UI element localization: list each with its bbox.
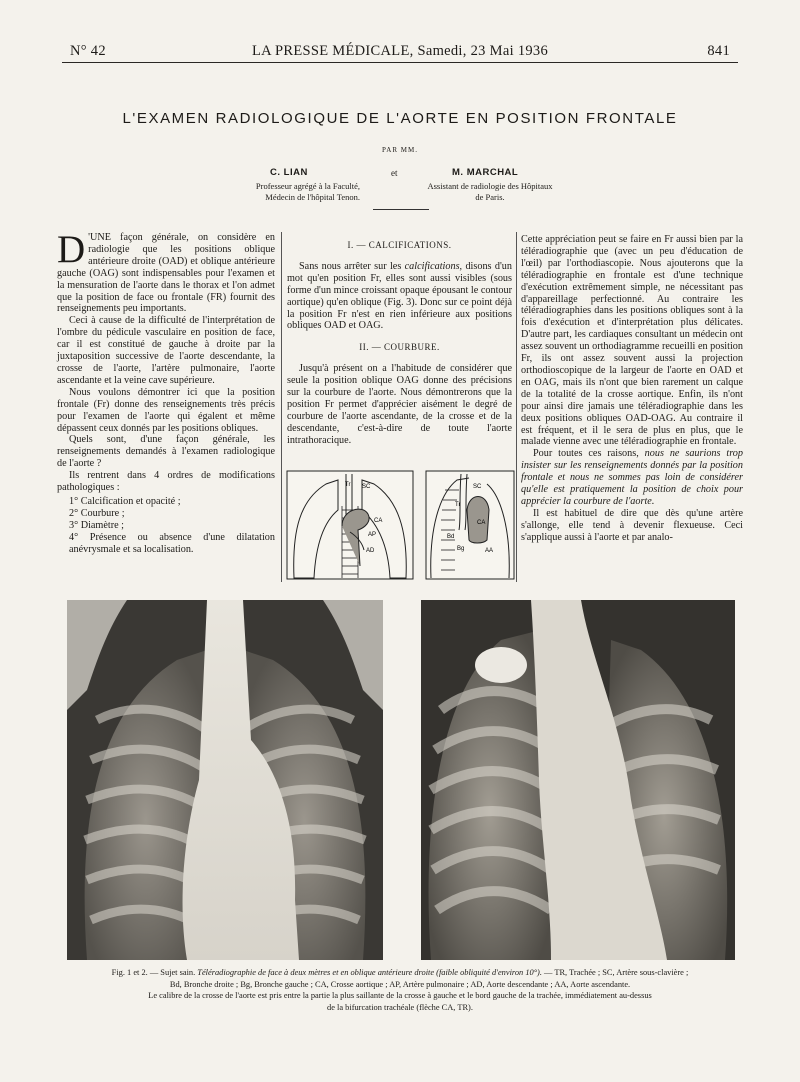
calc-text-a: Sans nous arrêter sur les [299, 260, 405, 272]
caption-legend-a: — TR, Trachée ; SC, Artère sous-clavière ; [541, 968, 689, 977]
affiliation-marchal-line1: Assistant de radiologie des Hôpitaux [427, 181, 553, 191]
schema-oblique [425, 470, 515, 580]
paragraph-artere: Il est habituel de dire que dès qu'une artère s'allonge, elle tend à devenir flexueuse. Ceci s'applique aussi à l'aorte et par analo- [521, 507, 743, 543]
caption-line-3: Le calibre de la crosse de l'aorte est pris entre la partie la plus saillante de la crosse à gauche et le bord gauche de la trachée, immédiatement au-dessus [148, 991, 652, 1001]
section-heading-courbure: II. — COURBURE. [359, 342, 440, 353]
modification-list [57, 496, 275, 556]
raisons-text: Pour toutes ces raisons, [533, 448, 645, 460]
calc-text-italic: calcifications, [404, 260, 463, 272]
column-1 [57, 228, 275, 555]
list-item: 3° Diamètre ; [69, 519, 124, 531]
paragraph-3: Nous voulons démontrer ici que la position frontale (Fr) donne des renseignements très précis pour l'examen de l'aorte qui égalent et même dépassent ceux donnés par les positions obliques. [57, 386, 275, 434]
xray-oblique-image [421, 600, 735, 960]
xray-oblique [421, 600, 735, 960]
paragraph-4: Quels sont, d'une façon générale, les renseignements demandés à l'examen radiologique de l'aorte ? [57, 434, 275, 470]
caption-fig-ref: Fig. 1 et 2. — Sujet sain. [111, 968, 198, 977]
figure-caption [57, 967, 743, 1013]
paragraph-appreciation: Cette appréciation peut se faire en Fr aussi bien par la téléradiographie que (avec un peu d'éducation de l'œil) par l'orthodiascopie. Nous ajouterons que la téléradiographie en frontale est d'une technique d'exécution extrêmement simple, ne nécessitant pas d'appareillage perfectionné. Au contraire les téléradiographies dans les positions obliques sont à la fois d'exécution et d'interprétation plus délicates. D'autre part, les cardiaques consultant un médecin ont assez souvent un orthodiagramme recueilli en position Fr, ils ont assez souvent aussi la projection orthodioscopique de la largeur de l'aorte en OAD et en OAG, mais ils n'ont que bien rarement un calque de la totalité de la crosse aortique. Enfin, ils n'ont pour ainsi dire jamais une téléradiographie dans les deux positions obliques OAD-OAG. Au contraire il est fréquent, et il le sera de plus en plus, que le malade vienne avec une téléradiographie en frontale. [521, 234, 743, 448]
journal-title: LA PRESSE MÉDICALE, Samedi, 23 Mai 1936 [251, 43, 549, 59]
schema-oblique-drawing [425, 470, 515, 580]
running-header [62, 40, 738, 63]
paragraph-intro [57, 228, 275, 315]
column-3 [521, 234, 743, 544]
calc-text-b: disons d'un mot qu'en position Fr, elles sont aussi visibles (sous forme d'un mince croissant opaque épousant le contour aortique) qu'en oblique (Fig. 3). Donc sur ce point déjà la position Fr n'est en rien inférieure aux positions obliques OAD et OAG. [287, 260, 512, 332]
caption-line-4: de la bifurcation trachéale (flèche CA, TR). [327, 1002, 473, 1012]
label-bd: Bd [447, 534, 455, 540]
column-divider [281, 232, 282, 582]
affiliation-lian-line2: Médecin de l'hôpital Tenon. [265, 192, 360, 202]
author-conjunction: et [391, 168, 398, 178]
affiliation-lian-line1: Professeur agrégé à la Faculté, [255, 181, 360, 191]
schema-frontal [286, 470, 414, 580]
label-ap: AP [368, 532, 377, 538]
paragraph-calcifications [287, 261, 512, 332]
paragraph-raisons [521, 448, 743, 508]
column-divider [516, 232, 517, 582]
issue-number: N° 42 [70, 43, 106, 59]
raisons-italic: nous ne saurions trop insister sur les renseignements donnés par la position frontale et nous ne sommes pas loin de considérer qu'elle est pratiquement la position de choix pour apprécier la courbure de l'aorte. [521, 448, 743, 507]
label-ca-oblique: CA [477, 520, 486, 526]
article-title: L'EXAMEN RADIOLOGIQUE DE L'AORTE EN POSITION FRONTALE [122, 110, 678, 127]
caption-italic: Téléradiographie de face à deux mètres et en oblique antérieure droite (faible obliquité d'environ 10°). [197, 968, 542, 977]
paragraph-courbure: Jusqu'à présent on a l'habitude de considérer que seule la position oblique OAG donne des précisions sur la courbure de l'aorte. Nous démontrerons que la position Fr permet d'apprécier aisément le degré de courbure de l'aorte ascendante, de la crosse et de la descendante, c'est-à-dire de toute l'aorte intrathoracique. [287, 363, 512, 446]
label-ad: AD [366, 548, 375, 554]
paragraph-2: Ceci à cause de la difficulté de l'interprétation de l'ombre du pédicule vasculaire en position de face, car il est constitué de gauche à droite par la juxtaposition successive de l'aorte descendante, la crosse de l'aorte, l'artère pulmonaire, l'aorte ascendante et la veine cave supérieure. [57, 315, 275, 386]
label-tr: Tr [345, 482, 351, 488]
section-heading-calcifications: I. — CALCIFICATIONS. [347, 240, 452, 250]
affiliation-lian [200, 181, 360, 203]
author-lian: C. LIAN [270, 167, 308, 178]
xray-frontal-image [67, 600, 383, 960]
label-sc-oblique: SC [473, 484, 482, 490]
xray-frontal [67, 600, 383, 960]
caption-line-2: Bd, Bronche droite ; Bg, Bronche gauche ; CA, Crosse aortique ; AP, Artère pulmonaire ; AD, Aorte descendante ; AA, Aorte ascendante. [169, 979, 631, 989]
affiliation-marchal-line2: de Paris. [475, 192, 505, 202]
page-number: 841 [707, 43, 730, 59]
drop-cap: D [57, 228, 86, 271]
list-item: 1° Calcification et opacité ; [69, 495, 181, 507]
author-marchal: M. MARCHAL [452, 167, 519, 178]
label-sc: SC [362, 484, 371, 490]
label-tr-oblique: Tr [455, 502, 461, 508]
affiliation-marchal [410, 181, 570, 203]
column-2 [287, 232, 512, 447]
list-item: 2° Courbure ; [69, 507, 125, 519]
list-item: 4° Présence ou absence d'une dilatation anévrysmale et sa localisation. [69, 531, 275, 555]
label-bg: Bg [457, 546, 465, 552]
par-mm: PAR MM. [382, 146, 418, 154]
title-separator [373, 209, 429, 210]
paragraph-5: Ils rentrent dans 4 ordres de modifications pathologiques : [57, 470, 275, 494]
label-aa: AA [485, 548, 494, 554]
schema-frontal-drawing [286, 470, 414, 580]
label-ca: CA [374, 518, 383, 524]
intro-lead: 'UNE [88, 232, 111, 243]
caption-line-1 [57, 967, 743, 979]
intro-text: façon générale, on considère en radiologie que les positions oblique antérieure droite (OAD) et oblique antérieure gauche (OAG) sont indispensables pour l'examen et la mensuration de l'aorte dans le thorax et l'on admet que la position de face ou frontale (FR) fournit des renseignements peu importants. [57, 232, 275, 315]
